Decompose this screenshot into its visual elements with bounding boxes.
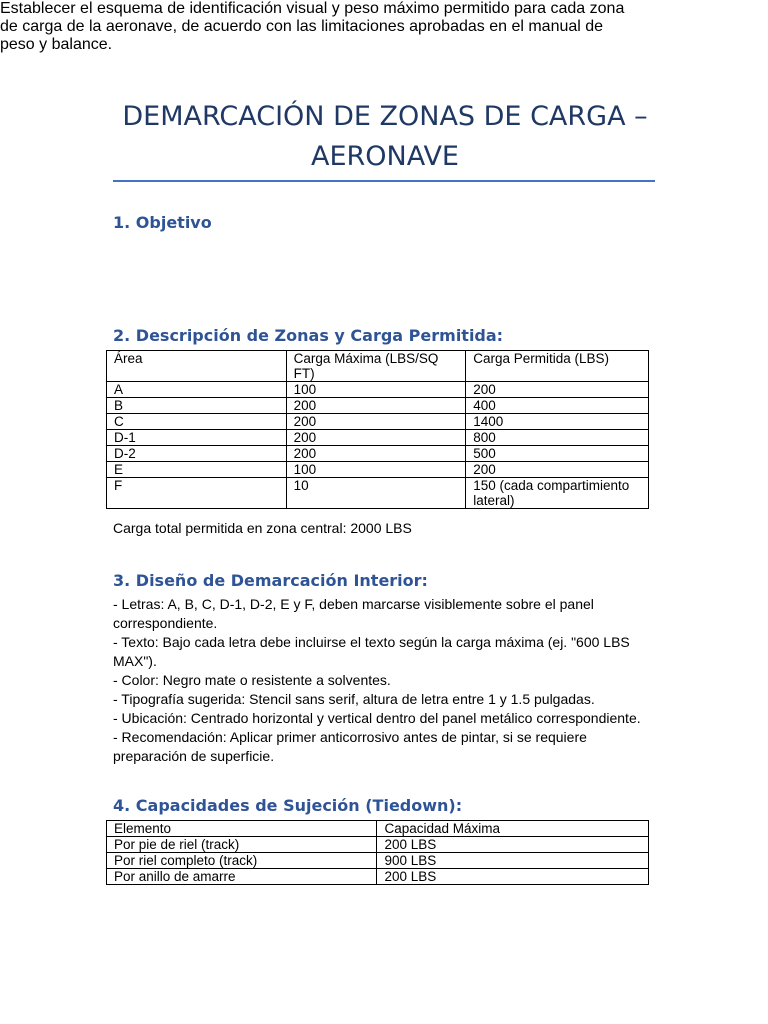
zonas-table-row (107, 382, 649, 398)
zonas-table (106, 350, 649, 509)
zonas-table-row (107, 430, 649, 446)
diseno-item: - Recomendación: Aplicar primer anticorrosivo antes de pintar, si se requiere preparación de superficie. (113, 729, 587, 764)
sujecion-table-header-row (107, 821, 649, 837)
zonas-table-cell: 1400 (466, 414, 649, 430)
sujecion-table (106, 820, 649, 885)
zonas-table-cell: 100 (286, 382, 466, 398)
sujecion-table-header-cell: Elemento (107, 821, 377, 837)
section-heading-sujecion: 4. Capacidades de Sujeción (Tiedown): (113, 796, 463, 815)
zonas-table-cell: 200 (466, 462, 649, 478)
diseno-item: - Ubicación: Centrado horizontal y vertical dentro del panel metálico correspondiente. (113, 710, 641, 726)
zonas-table-cell: 200 (286, 446, 466, 462)
zonas-table-cell: A (107, 382, 287, 398)
zonas-table-cell: 400 (466, 398, 649, 414)
diseno-item: - Letras: A, B, C, D-1, D-2, E y F, deben marcarse visiblemente sobre el panel correspondiente. (113, 596, 594, 631)
zonas-table-header-cell: Carga Permitida (LBS) (466, 351, 649, 382)
zonas-table-cell: 200 (466, 382, 649, 398)
zonas-table-cell: 800 (466, 430, 649, 446)
section-heading-diseno: 3. Diseño de Demarcación Interior: (113, 571, 428, 590)
sujecion-table-cell: Por anillo de amarre (107, 869, 377, 885)
sujecion-table-cell: 200 LBS (377, 869, 649, 885)
sujecion-table-row (107, 869, 649, 885)
sujecion-table-cell: Por pie de riel (track) (107, 837, 377, 853)
diseno-list (113, 595, 641, 766)
title-line-2: AERONAVE (310, 141, 459, 172)
sujecion-table-row (107, 837, 649, 853)
diseno-item: - Texto: Bajo cada letra debe incluirse el texto según la carga máxima (ej. "600 LBS MAX"). (113, 634, 630, 669)
section-heading-zonas: 2. Descripción de Zonas y Carga Permitida: (113, 326, 504, 345)
zonas-table-row (107, 478, 649, 509)
sujecion-table-header-cell: Capacidad Máxima (377, 821, 649, 837)
zonas-table-cell: B (107, 398, 287, 414)
zonas-table-header-row (107, 351, 649, 382)
sujecion-table-cell: 200 LBS (377, 837, 649, 853)
zonas-table-header-cell: Carga Máxima (LBS/SQ FT) (286, 351, 466, 382)
document-page: DEMARCACIÓN DE ZONAS DE CARGA – AERONAVE 1. Objetivo Establecer el esquema de identificación visual y peso máximo permitido para cada zona de carga de la aeronave, de acuerdo con las limitaciones aprobadas en el manual de peso y balance. 2. Descripción de Zonas y Carga Permitida: Área Carga Máxima (LBS/SQ FT) Carga Permitida (LBS) A 100 200 B 200 400 C 200 1400 D-1 200 800 D-2 200 500 E 100 200 F 10 150 (cada compartimiento lateral) Carga total permitida en zona central: 2000 LBS 3. Diseño de Demarcación Interior: - Letras: A, B, C, D-1, D-2, E y F, deben marcarse visiblemente sobre el panel correspondiente. - Texto: Bajo cada letra debe incluirse el texto según la carga máxima (ej. "600 LBS MAX"). - Color: Negro mate o resistente a solventes. - Tipografía sugerida: Stencil sans serif, altura de letra entre 1 y 1.5 pulgadas. - Ubicación: Centrado horizontal y vertical dentro del panel metálico correspondiente. - Recomendación: Aplicar primer anticorrosivo antes de pintar, si se requiere preparación de superficie. 4. Capacidades de Sujeción (Tiedown): Elemento Capacidad Máxima Por pie de riel (track) 200 LBS Por riel completo (track) 900 LBS Por anillo de amarre 200 LBS (0, 0, 768, 1024)
zonas-table-cell: 10 (286, 478, 466, 509)
zonas-table-cell: 200 (286, 414, 466, 430)
zonas-table-cell: D-2 (107, 446, 287, 462)
zonas-table-cell: 150 (cada compartimiento lateral) (466, 478, 649, 509)
zonas-table-row (107, 414, 649, 430)
sujecion-table-row (107, 853, 649, 869)
zonas-table-cell: C (107, 414, 287, 430)
diseno-item: - Color: Negro mate o resistente a solventes. (113, 672, 391, 688)
zonas-table-cell: D-1 (107, 430, 287, 446)
zonas-table-cell: 500 (466, 446, 649, 462)
sujecion-table-cell: 900 LBS (377, 853, 649, 869)
sujecion-table-cell: Por riel completo (track) (107, 853, 377, 869)
zonas-table-cell: F (107, 478, 287, 509)
zonas-note: Carga total permitida en zona central: 2000 LBS (113, 520, 412, 536)
zonas-table-row (107, 446, 649, 462)
title-line-1: DEMARCACIÓN DE ZONAS DE CARGA – (122, 101, 648, 132)
diseno-item: - Tipografía sugerida: Stencil sans serif, altura de letra entre 1 y 1.5 pulgadas. (113, 691, 595, 707)
zonas-table-cell: E (107, 462, 287, 478)
zonas-table-row (107, 398, 649, 414)
zonas-table-cell: 200 (286, 430, 466, 446)
zonas-table-cell: 200 (286, 398, 466, 414)
zonas-table-row (107, 462, 649, 478)
zonas-table-cell: 100 (286, 462, 466, 478)
zonas-table-header-cell: Área (107, 351, 287, 382)
title-divider (113, 180, 655, 182)
document-title (110, 97, 660, 177)
section-heading-objetivo: 1. Objetivo (113, 213, 212, 232)
